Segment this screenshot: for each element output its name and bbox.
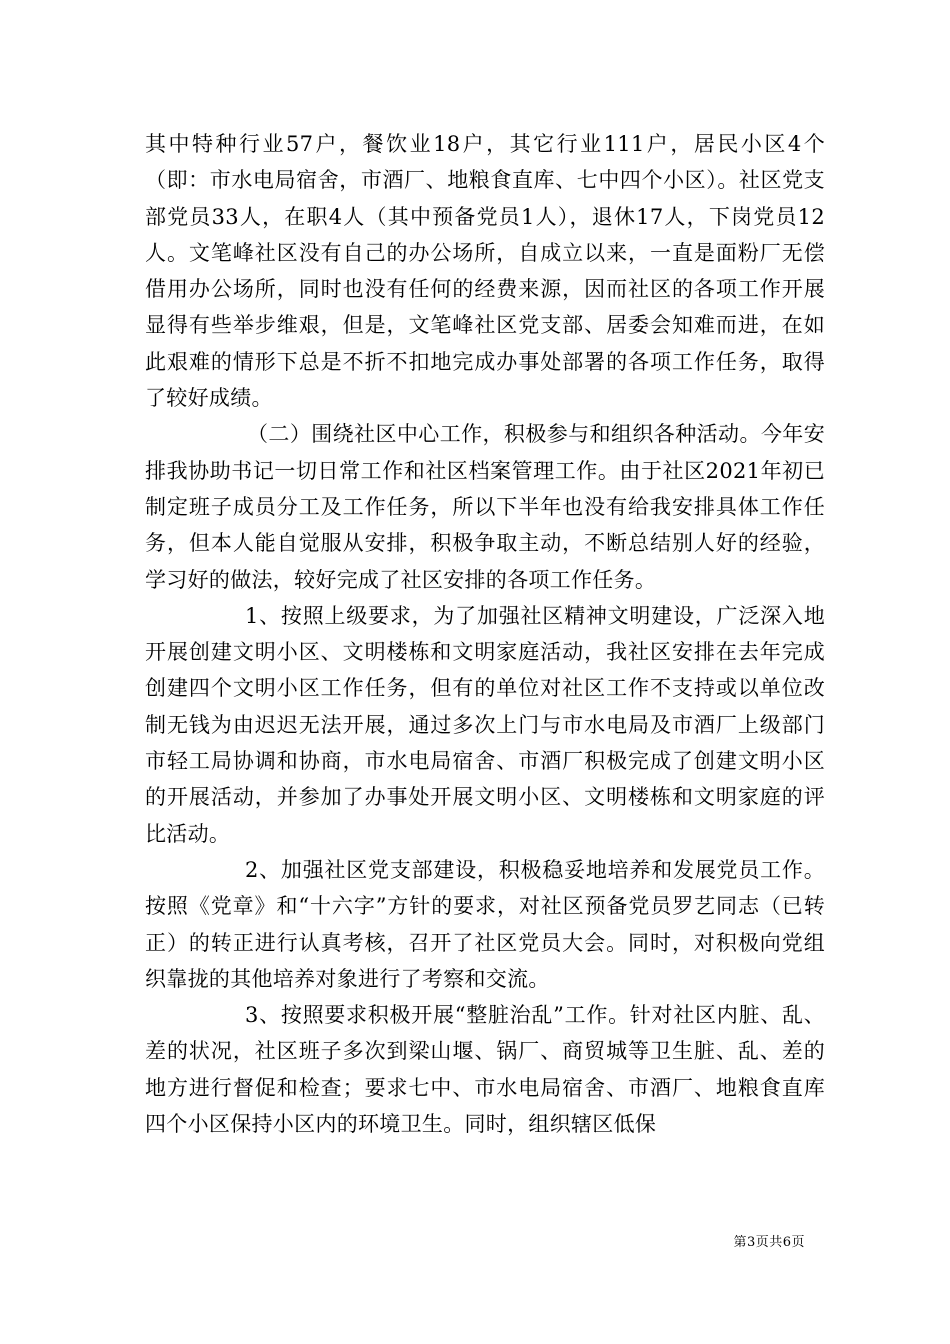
paragraph-item-2: 2、加强社区党支部建设，积极稳妥地培养和发展党员工作。按照《党章》和“十六字”方针的要求，对社区预备党员罗艺同志（已转正）的转正进行认真考核，召开了社区党员大会。同时，对积极向党组织靠拢的其他培养对象进行了考察和交流。 [145, 857, 825, 991]
paragraph-community-overview: 其中特种行业57户，餐饮业18户，其它行业111户，居民小区4个（即：市水电局宿舍，市酒厂、地粮食直库、七中四个小区）。社区党支部党员33人，在职4人（其中预备党员1人），退休17人，下岗党员12人。文笔峰社区没有自己的办公场所，自成立以来，一直是面粉厂无偿借用办公场所，同时也没有任何的经费来源，因而社区的各项工作开展显得有些举步维艰，但是，文笔峰社区党支部、居委会知难而进，在如此艰难的情形下总是不折不扣地完成办事处部署的各项工作任务，取得了较好成绩。 [145, 132, 825, 411]
page-number-footer: 第3页共6页 [733, 1235, 805, 1250]
paragraph-section-two: （二）围绕社区中心工作，积极参与和组织各种活动。今年安排我协助书记一切日常工作和社区档案管理工作。由于社区2021年初已制定班子成员分工及工作任务，所以下半年也没有给我安排具体工作任务，但本人能自觉服从安排，积极争取主动，不断总结别人好的经验，学习好的做法，较好完成了社区安排的各项工作任务。 [145, 422, 825, 592]
paragraph-item-1: 1、按照上级要求，为了加强社区精神文明建设，广泛深入地开展创建文明小区、文明楼栋和文明家庭活动，我社区安排在去年完成创建四个文明小区工作任务，但有的单位对社区工作不支持或以单位改制无钱为由迟迟无法开展，通过多次上门与市水电局及市酒厂上级部门市轻工局协调和协商，市水电局宿舍、市酒厂积极完成了创建文明小区的开展活动，并参加了办事处开展文明小区、文明楼栋和文明家庭的评比活动。 [145, 603, 825, 846]
paragraph-item-3: 3、按照要求积极开展“整脏治乱”工作。针对社区内脏、乱、差的状况，社区班子多次到梁山堰、锅厂、商贸城等卫生脏、乱、差的地方进行督促和检查；要求七中、市水电局宿舍、市酒厂、地粮食直库四个小区保持小区内的环境卫生。同时，组织辖区低保 [145, 1003, 825, 1137]
document-body [145, 126, 825, 1142]
